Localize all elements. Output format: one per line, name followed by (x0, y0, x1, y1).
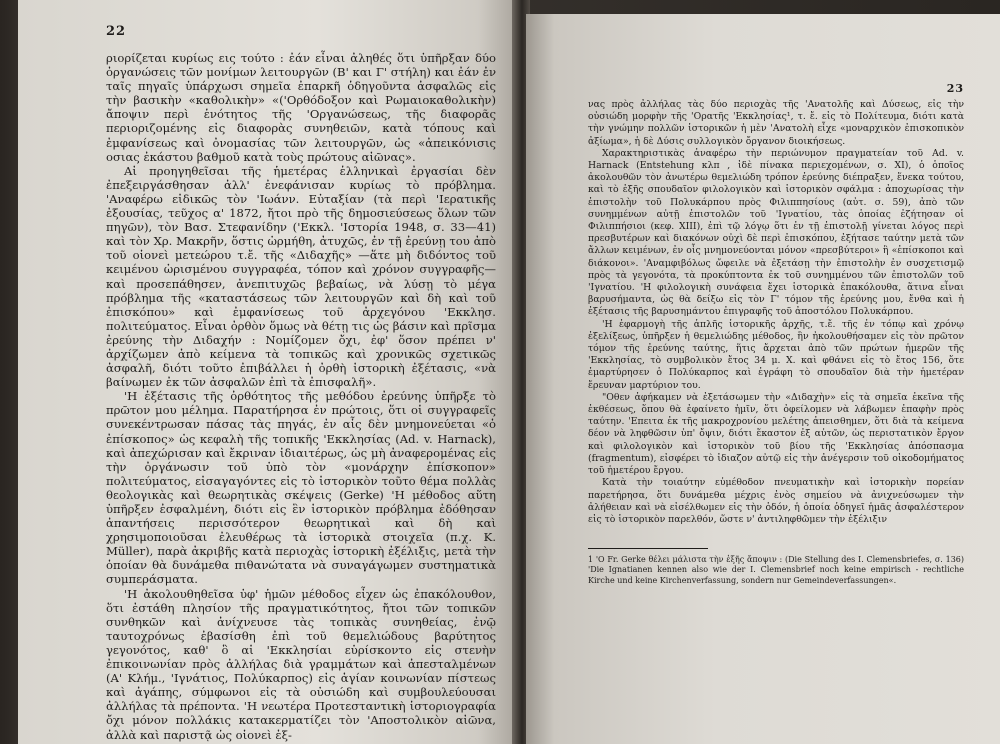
paragraph: Χαρακτηριστικὰς ἀναφέρω τὴν περιώνυμον πραγματείαν τοῦ Ad. v. Harnack (Entstehung κλπ , ἰδὲ πίνακα περιεχομένων, σ. XI), ὁ ὁποῖος ἀκολουθῶν τὸν ἀνωτέρω θεμελιώδη τρόπον ἐρεύνης διέπραξεν, ἕνεκα τούτου, καὶ τὸ ἑξῆς σπουδαῖον φιλολογικὸν καὶ ἱστορικὸν σφάλμα : ἀποχωρίσας τὴν ἐπιστολὴν τοῦ Πολυκάρπου πρὸς Φιλιππησίους (αὐτ. σ. 59), ἀπὸ τῶν συνημμένων αὐτῇ ἐπιστολῶν τοῦ 'Ιγνατίου, τὰς ὁποίας ἐζήτησαν οἱ Φιλιππήσιοι (κεφ. XIII), ἐπὶ τῷ λόγῳ ὅτι ἐν τῇ ἐπιστολῇ γίνεται λόγος περὶ πρεσβυτέρων καὶ διακόνων οὐχὶ δὲ περὶ ἐπισκόπου, ἐξήτασε ταύτην μετὰ τῶν ἄλλων κειμένων, ἐν οἷς μνημονεύονται μόνον «πρεσβύτεροι» ἢ «ἐπίσκοποι καὶ διάκονοι». 'Αναμφιβόλως ὤφειλε νὰ ἐξετάσῃ τὴν ἐπιστολὴν ἐν συσχετισμῷ πρὸς τὰ γεγονότα, τὰ προκύπτοντα ἐκ τοῦ συνημμένου τῶν ἐπιστολῶν τοῦ 'Ιγνατίου. 'Η φιλολογικὴ συνάφεια ἔχει ἱστορικὰ ἐπακόλουθα, ἅτινα εἶναι βαρυσήμαντα, ὡς θὰ δείξω εἰς τὸν Γ' τόμον τῆς ἐρεύνης μου, ἔνθα καὶ ἡ ἐξέτασις τῆς βαρυσημάντου ἐπιγραφῆς τοῦ ἀποστόλου Πολυκάρπου. (588, 147, 964, 318)
page-number: 23 (946, 82, 964, 95)
footnote: 1 'Ο Fr. Gerke θέλει μάλιστα τὴν ἑξῆς ἄποψιν : (Die Stellung des I. Clemensbriefes, σ. 136) 'Die Ignatianen kennen also wie der I. Clemensbrief noch keine empirisch - rechtliche Kirche und keine Kirchenverfassung, sondern nur Gemeindeverfassungen«. (588, 555, 964, 585)
left-page (18, 0, 518, 744)
paragraph: ριορίζεται κυρίως εις τούτο : ἐάν εἶναι ἀληθές ὅτι ὑπῆρξαν δύο ὀργανώσεις τῶν μονίμων λειτουργῶν (Β' και Γ' στήλη) και ἐάν ἐν ταῖς πηγαῖς ὑπάρχωσι σημεῖα ἐπαρκῆ ὁδηγοῦντα ἀσφαλῶς εἰς τὴν βασικὴν «καθολικὴν» «('Ορθόδοξον καὶ Ρωμαιοκαθολικὴν) ἄποψιν περὶ ἑνότητος τῆς 'Οργανώσεως, τῆς διαφορᾶς περιοριζομένης εἰς διαφορὰς συνηθειῶν, κατὰ τόπους καὶ ἐμφανίσεως καὶ ὀνομασίας τῶν λειτουργῶν, ὡς «ἀπεικόνισις οσιας ἐκάστου βαθμοῦ κατὰ τοὺς πρώτους αἰῶνας». (106, 51, 496, 164)
paragraph: 'Η ἐφαρμογὴ τῆς ἁπλῆς ἱστορικῆς ἀρχῆς, τ.ἔ. τῆς ἐν τόπῳ καὶ χρόνῳ ἐξελίξεως, ὑπῆρξεν ἡ θεμελιώδης μέθοδος, ἣν ἠκολουθήσαμεν εἰς τὸν πρῶτον τόμον τῆς ἐρεύνης ταύτης, ἥτις ἄρχεται ἀπὸ τῶν πρώτων ἡμερῶν τῆς 'Εκκλησίας, τὸ συμβολικὸν ἔτος 34 μ. Χ. καὶ φθάνει εἰς τὸ ἔτος 156, ὅτε ἐμαρτύρησεν ὁ Πολύκαρπος καὶ ἐγράφη τὸ σπουδαῖον διὰ τὴν ἡμετέραν ἔρευναν μαρτύριον του. (588, 318, 964, 391)
paragraph: "Οθεν ἀφήκαμεν νὰ ἐξετάσωμεν τὴν «Διδαχὴν» εἰς τὰ σημεῖα ἐκεῖνα τῆς ἐκθέσεως, ὅπου θὰ ἐφαίνετο ἡμῖν, ὅτι ὀφείλομεν νὰ λάβωμεν ἐπαφὴν πρὸς ταύτην. 'Επειτα ἐκ τῆς μακροχρονίου μελέτης ἀπεισθημεν, ὅτι διὰ τὰ κείμενα δέον νὰ ληφθῶσιν ὑπ' ὄψιν, διότι ἕκαστον ἐξ αὐτῶν, ὡς περιστατικὸν ἔργον καὶ φιλολογικὸν καὶ ἱστορικὸν τοῦ βίου τῆς 'Εκκλησίας ἀπόσπασμα (fragmentum), εἰσφέρει τὸ ἰδιαζον αὐτῷ εἰς τὴν ἀνέγερσιν τοῦ οἰκοδομήματος τοῦ ἡμετέρου ἔργου. (588, 391, 964, 477)
paragraph: Κατὰ τὴν τοιαύτην εὐμέθοδον πνευματικὴν καὶ ἱστορικὴν πορείαν παρετήρησα, ὅτι δυνάμεθα μέχρις ἑνὸς σημείου νὰ ἀνιχνεύσωμεν τὴν ἀλήθειαν καὶ νὰ εἰσέλθωμεν εἰς τὴν ὁδόν, ἡ ὁποία ὁδηγεῖ ἡμᾶς ἀσφαλέστερον εἰς τὸ ἱστορικὸν παρελθόν, ὥστε ν' ἀντιληφθῶμεν τὴν ἐξέλιξιν (588, 477, 964, 525)
paragraph: νας πρὸς ἀλλήλας τὰς δύο περιοχὰς τῆς 'Ανατολῆς καὶ Δύσεως, εἰς τὴν οὐσιώδη μορφὴν τῆς 'Ορατῆς 'Εκκλησίας¹, τ. ἔ. εἰς τὸ Πολίτευμα, διότι κατὰ τὴν γνώμην πολλῶν ἱστορικῶν ἡ μὲν 'Ανατολὴ εἶχε «μοναρχικὸν ἐπισκοπικὸν ἀξίωμα», ἡ δὲ Δύσις συλλογικὸν ὄργανον διοικήσεως. (588, 99, 964, 147)
paragraph: 'Η ἀκολουθηθεῖσα ὑφ' ἡμῶν μέθοδος εἶχεν ὡς ἐπακόλουθον, ὅτι ἐστάθη πλησίον τῆς πραγματικότητος, ἤτοι τῶν τοπικῶν συνθηκῶν καὶ ἀνίχνευσε τὰς τοπικὰς συνηθείας, ἐνῷ ταυτοχρόνως ἐβασίσθη ἐπὶ τοῦ θεμελιώδους βαρύτητος γεγονότος, καθ' ὃ αἱ 'Εκκλησίαι εὑρίσκοντο εἰς στενὴν ἐπικοινωνίαν πρὸς ἀλλήλας διὰ γραμμάτων καὶ ἀπεσταλμένων (Α' Κλήμ., 'Ιγνάτιος, Πολύκαρπος) εἰς ἁγίαν κοινωνίαν πίστεως καὶ ἀγάπης, σύμφωνοι εἰς τὰ οὐσιώδη καὶ συμβουλεύουσαι ἀλλήλας τὰ πρέποντα. 'Η νεωτέρα Προτεσταντικὴ ἱστοριογραφία ὄχι μόνον πολλάκις κατακερματίζει τὸν 'Αποστολικὸν αἰῶνα, ἀλλὰ καὶ παριστᾷ ὡς οἱονεὶ ἑξ- (106, 586, 496, 742)
page-number: 22 (106, 24, 127, 39)
paragraph: 'Η ἐξέτασις τῆς ὀρθότητος τῆς μεθόδου ἐρεύνης ὑπῆρξε τὸ πρῶτον μου μέλημα. Παρατήρησα ἐν πρώτοις, ὅτι οἱ συγγραφεῖς συνεκέντρωσαν πάσας τὰς πηγάς, ἐν αἷς δὲν μνημονεύεται «ὁ ἐπίσκοπος» ὡς κεφαλὴ τῆς τοπικῆς 'Εκκλησίας (Ad. v. Harnack), καὶ ἀπεχώρισαν καὶ ἔκριναν ἰδιαιτέρως, ὡς μὴ ἀναφερομένας εἰς τὴν ὀργάνωσιν τοῦ ὑπὸ τὸν «μονάρχην ἐπίσκοπον» πολιτεύματος, εἰσαγαγόντες εἰς τὸ ἱστορικὸν τοῦτο θέμα πολλὰς θεολογικὰς καὶ θεωρητικὰς σκέψεις (Gerke) 'Η μέθοδος αὕτη ὑπῆρξεν ἐσφαλμένη, διότι εἰς ἓν ἱστορικὸν πρόβλημα ἐδόθησαν ἀπαντήσεις περισσότερον θεωρητικαὶ καὶ δὴ καὶ χρησιμοποιοῦσαι ἐλευθέρως τὰ ἱστορικὰ στοιχεῖα (π.χ. K. Müller), παρὰ ἀκριβῆς κατὰ περιοχὰς ἱστορικὴ ἐξέλιξις, μετὰ τὴν ὁποίαν θὰ δυνάμεθα πιθανώτατα νὰ συναγάγωμεν συστηματικὰ συμπεράσματα. (106, 389, 496, 587)
footnote-rule (588, 548, 708, 549)
paragraph: Αἱ προηγηθεῖσαι τῆς ἡμετέρας ἑλληνικαὶ ἐργασίαι δὲν ἐπεξειργάσθησαν ἀλλ' ἐνεφάνισαν κυρίως τὸ πρόβλημα. 'Αναφέρω εἰδικῶς τὸν 'Ιωάνν. Εὐταξίαν (τὰ περὶ 'Ιερατικῆς ἐξουσίας, τεῦχος α' 1872, ἤτοι πρὸ τῆς δημοσιεύσεως ὅλων τῶν πηγῶν), τὸν Βασ. Στεφανίδην ('Εκκλ. 'Ιστορία 1948, σ. 33—41) καὶ τὸν Χρ. Μακρῆν, ὅστις ὡρμήθη, ἀτυχῶς, ἐν τῇ ἐρεύνῃ του ἀπὸ τοῦ οἱονεὶ μετεώρου τ.ἔ. τῆς «Διδαχῆς» —ἅτε μὴ διδόντος τοῦ κειμένου ὡρισμένου συγγραφέα, τόπον καὶ χρόνον συγγραφῆς— καὶ προσεπάθησεν, ἀνεπιτυχῶς βεβαίως, νὰ λύσῃ τὸ μέγα πρόβλημα τῆς «καταστάσεως τῶν λειτουργῶν καὶ δὴ καὶ τοῦ ἐπισκόπου» καὶ ἐμφανίσεως τοῦ ἀρχεγόνου 'Εκκλησ. πολιτεύματος. Εἶναι ὀρθὸν ὅμως νὰ θέτῃ τις ὡς βάσιν καὶ πρῖσμα ἐρεύνης τὴν Διδαχήν : Νομίζομεν ὄχι, ἐφ' ὅσον πρέπει ν' ἀρχίζωμεν ἀπὸ κείμενα τὰ τοπικῶς καὶ χρονικῶς σχετικῶς ἀσφαλῆ, διότι τοῦτο ἐπιβάλλει ἡ ὀρθὴ ἱστορικὴ ἐξέτασις, «νὰ βαίνωμεν ἐκ τῶν ἀσφαλῶν ἐπὶ τὰ ἐπισφαλῆ». (106, 163, 496, 390)
right-page (526, 14, 1000, 744)
